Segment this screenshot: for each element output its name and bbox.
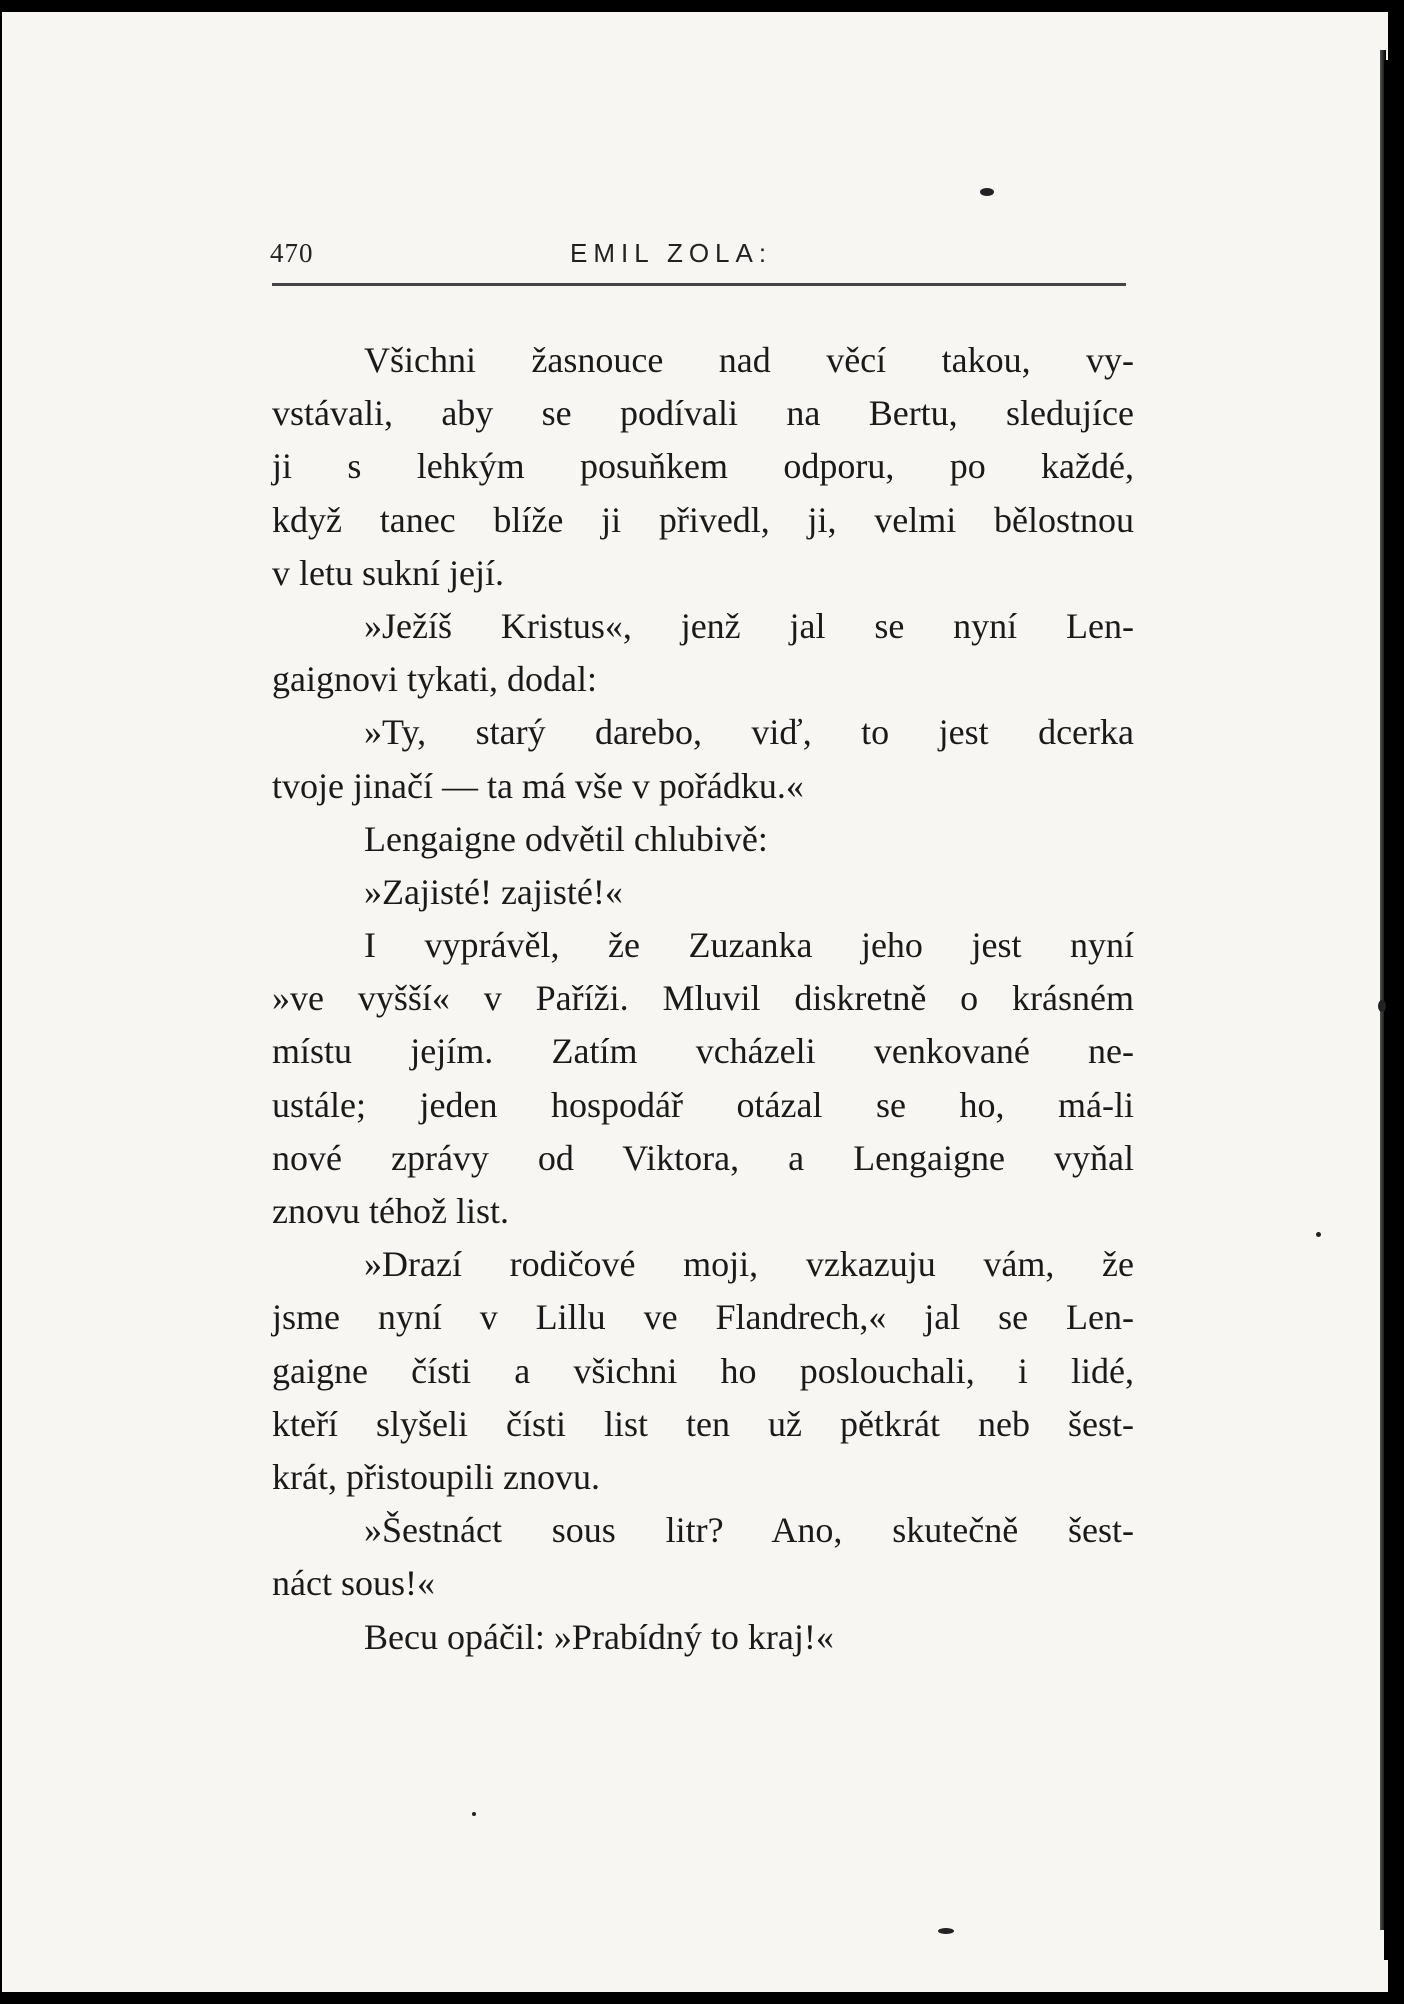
running-head: EMIL ZOLA: [570,238,773,268]
text-line: když tanec blíže ji přivedl, ji, velmi bělostnou [272,499,1134,540]
page-header [270,238,1126,278]
ink-speck [938,1928,954,1934]
text-line: gaigne čísti a všichni ho poslouchali, i lidé, [272,1350,1134,1391]
text-line: Becu opáčil: »Prabídný to kraj!« [364,1616,834,1657]
text-line: nové zprávy od Viktora, a Lengaigne vyňal [272,1137,1134,1178]
text-line: Lengaigne odvětil chlubivě: [364,818,768,859]
text-line: »Ježíš Kristus«, jenž jal se nyní Len- [364,605,1134,646]
header-rule [272,283,1126,286]
text-line: vstávali, aby se podívali na Bertu, sledujíce [272,393,1134,434]
text-line: »Šestnáct sous litr? Ano, skutečně šest- [364,1510,1134,1551]
text-line: Všichni žasnouce nad věcí takou, vy- [364,340,1134,380]
ink-speck [1316,1232,1321,1237]
ink-speck [472,1812,476,1816]
text-line: jsme nyní v Lillu ve Flandrech,« jal se Len- [272,1297,1134,1338]
text-line: ustále; jeden hospodář otázal se ho, má-li [272,1084,1134,1125]
text-line: »ve vyšší« v Paříži. Mluvil diskretně o krásném [272,978,1134,1019]
body-text [272,334,1134,1664]
text-line: tvoje jinačí — ta má vše v pořádku.« [272,765,804,806]
text-line: ji s lehkým posuňkem odporu, po každé, [272,446,1134,487]
text-line: znovu téhož list. [272,1191,509,1231]
page-number: 470 [270,238,314,268]
text-line: gaignovi tykati, dodal: [272,659,597,700]
text-line: krát, přistoupili znovu. [272,1456,600,1497]
ink-speck [1378,1000,1386,1012]
text-line: »Drazí rodičové moji, vzkazuju vám, že [364,1244,1134,1285]
text-line: »Zajisté! zajisté!« [364,871,623,912]
text-line: »Ty, starý darebo, viď, to jest dcerka [364,712,1134,753]
text-line: v letu sukní její. [272,552,504,593]
text-line: kteří slyšeli čísti list ten už pětkrát neb šest- [272,1403,1134,1444]
ink-speck [980,188,994,196]
text-line: místu jejím. Zatím vcházeli venkované ne- [272,1031,1134,1072]
text-line: I vyprávěl, že Zuzanka jeho jest nyní [364,925,1134,966]
text-line: náct sous!« [272,1563,435,1604]
